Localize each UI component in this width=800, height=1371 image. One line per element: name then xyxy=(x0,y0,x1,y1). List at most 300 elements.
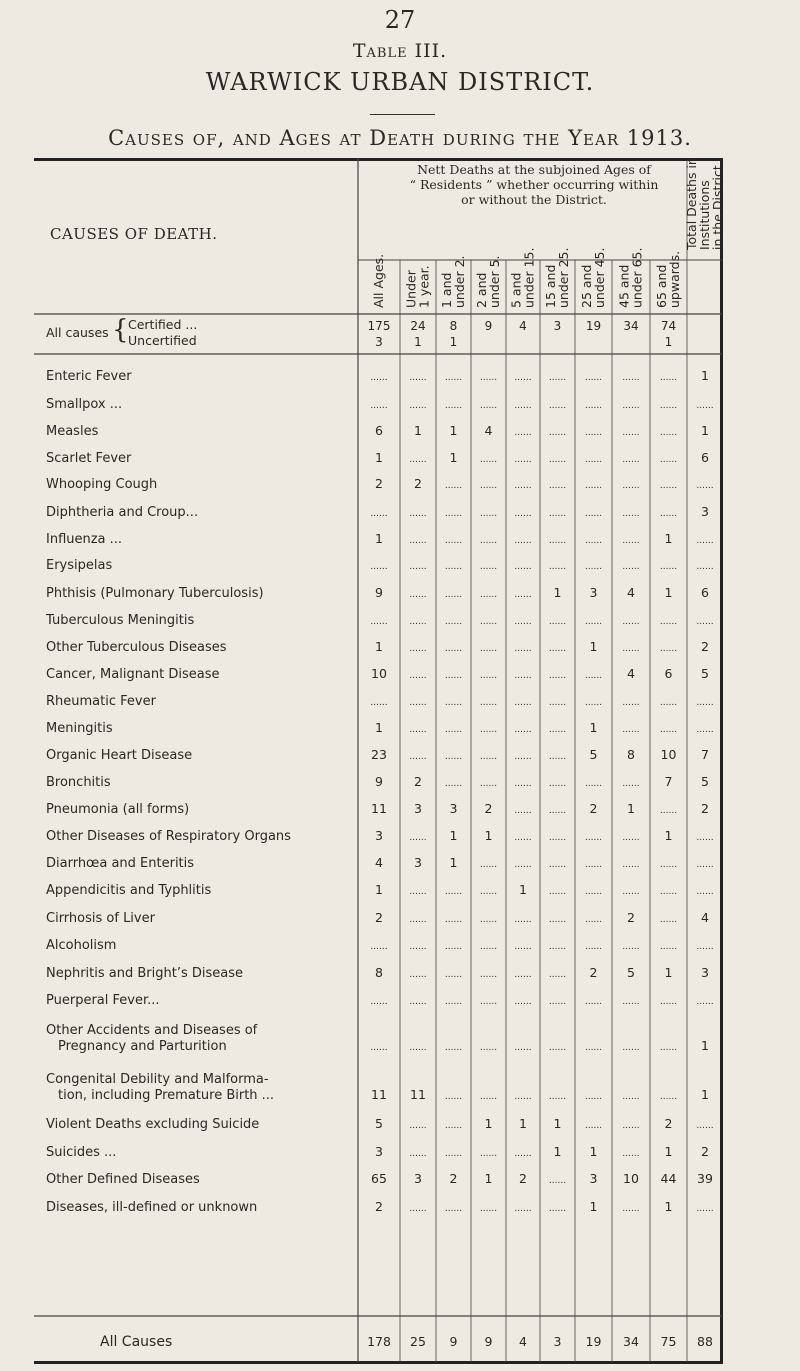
empty-cell-dots: ...... xyxy=(370,509,388,519)
cell-value: 5 xyxy=(589,747,598,762)
empty-cell-dots: ...... xyxy=(370,617,388,627)
empty-cell-dots: ...... xyxy=(370,698,388,708)
empty-cell-dots: ...... xyxy=(370,997,388,1007)
column-header: All Ages. xyxy=(371,253,386,308)
empty-cell-dots: ...... xyxy=(696,1204,714,1214)
empty-cell-dots: ...... xyxy=(409,997,427,1007)
empty-cell-dots: ...... xyxy=(514,1204,532,1214)
cell-value: 2 xyxy=(375,1199,383,1214)
table-label: Table III. xyxy=(352,40,448,62)
total-value: 19 xyxy=(585,1334,602,1349)
column-header: Total Deaths in xyxy=(684,157,699,250)
cell-value: 1 xyxy=(375,720,383,735)
cell-value: 7 xyxy=(664,774,673,789)
cell-value: 4 xyxy=(627,666,635,681)
empty-cell-dots: ...... xyxy=(584,915,603,925)
total-value: 88 xyxy=(697,1334,713,1349)
empty-cell-dots: ...... xyxy=(514,401,532,411)
empty-cell-dots: ...... xyxy=(696,997,714,1007)
cell-value: 2 xyxy=(414,774,422,789)
empty-cell-dots: ...... xyxy=(514,428,532,438)
empty-cell-dots: ...... xyxy=(622,1043,640,1053)
cell-value: 1 xyxy=(701,423,709,438)
uncertified-value: 3 xyxy=(375,335,383,349)
cause-label: Meningitis xyxy=(46,721,113,736)
all-causes-total-label: All Causes xyxy=(100,1334,173,1350)
empty-cell-dots: ...... xyxy=(659,481,678,491)
cell-value: 8 xyxy=(627,747,635,762)
empty-cell-dots: ...... xyxy=(479,536,498,546)
empty-cell-dots: ...... xyxy=(696,725,714,735)
empty-cell-dots: ...... xyxy=(479,970,498,980)
empty-cell-dots: ...... xyxy=(479,887,498,897)
empty-cell-dots: ...... xyxy=(514,373,532,383)
cause-label: Pneumonia (all forms) xyxy=(46,802,190,817)
causes-of-death-header: CAUSES OF DEATH. xyxy=(50,225,218,243)
empty-cell-dots: ...... xyxy=(696,887,714,897)
cell-value: 3 xyxy=(701,965,709,980)
empty-cell-dots: ...... xyxy=(409,509,427,519)
empty-cell-dots: ...... xyxy=(548,698,567,708)
empty-cell-dots: ...... xyxy=(584,997,603,1007)
column-header: Under xyxy=(403,270,419,308)
total-value: 3 xyxy=(553,1334,562,1349)
empty-cell-dots: ...... xyxy=(548,833,567,843)
cause-label: Violent Deaths excluding Suicide xyxy=(46,1117,260,1132)
cell-value: 1 xyxy=(701,368,709,383)
empty-cell-dots: ...... xyxy=(514,1092,532,1102)
empty-cell-dots: ...... xyxy=(409,373,427,383)
cell-value: 2 xyxy=(589,965,598,980)
empty-cell-dots: ...... xyxy=(444,536,463,546)
empty-cell-dots: ...... xyxy=(514,752,532,762)
empty-cell-dots: ...... xyxy=(622,1121,640,1131)
empty-cell-dots: ...... xyxy=(409,644,427,654)
empty-cell-dots: ...... xyxy=(479,1149,498,1159)
empty-cell-dots: ...... xyxy=(584,428,603,438)
empty-cell-dots: ...... xyxy=(444,1149,463,1159)
empty-cell-dots: ...... xyxy=(584,617,603,627)
empty-cell-dots: ...... xyxy=(548,428,567,438)
empty-cell-dots: ...... xyxy=(659,428,678,438)
empty-cell-dots: ...... xyxy=(444,617,463,627)
empty-cell-dots: ...... xyxy=(370,942,388,952)
cell-value: 1 xyxy=(664,585,673,600)
empty-cell-dots: ...... xyxy=(622,644,640,654)
cell-value: 11 xyxy=(371,1087,387,1102)
total-value: 178 xyxy=(367,1334,391,1349)
empty-cell-dots: ...... xyxy=(444,997,463,1007)
empty-cell-dots: ...... xyxy=(514,725,532,735)
empty-cell-dots: ...... xyxy=(659,915,678,925)
empty-cell-dots: ...... xyxy=(409,915,427,925)
cell-value: 1 xyxy=(484,1171,493,1186)
empty-cell-dots: ...... xyxy=(444,1204,463,1214)
empty-cell-dots: ...... xyxy=(584,536,603,546)
cause-label: Measles xyxy=(46,424,99,439)
empty-cell-dots: ...... xyxy=(370,401,388,411)
empty-cell-dots: ...... xyxy=(479,617,498,627)
cell-value: 6 xyxy=(701,585,709,600)
empty-cell-dots: ...... xyxy=(548,779,567,789)
empty-cell-dots: ...... xyxy=(548,617,567,627)
column-header: under 15. xyxy=(521,247,537,308)
cause-label: Pregnancy and Parturition xyxy=(58,1039,227,1054)
empty-cell-dots: ...... xyxy=(622,1149,640,1159)
cell-value: 3 xyxy=(701,504,709,519)
empty-cell-dots: ...... xyxy=(514,970,532,980)
total-value: 9 xyxy=(484,1334,493,1349)
empty-cell-dots: ...... xyxy=(370,373,388,383)
empty-cell-dots: ...... xyxy=(514,617,532,627)
empty-cell-dots: ...... xyxy=(514,779,532,789)
empty-cell-dots: ...... xyxy=(409,1149,427,1159)
empty-cell-dots: ...... xyxy=(584,1092,603,1102)
cause-label: Enteric Fever xyxy=(46,369,132,384)
empty-cell-dots: ...... xyxy=(696,536,714,546)
empty-cell-dots: ...... xyxy=(584,942,603,952)
empty-cell-dots: ...... xyxy=(514,590,532,600)
cell-value: 10 xyxy=(371,666,387,681)
empty-cell-dots: ...... xyxy=(479,373,498,383)
empty-cell-dots: ...... xyxy=(514,942,532,952)
empty-cell-dots: ...... xyxy=(659,1043,678,1053)
cell-value: 7 xyxy=(701,747,709,762)
empty-cell-dots: ...... xyxy=(444,725,463,735)
cell-value: 1 xyxy=(553,1116,562,1131)
cell-value: 3 xyxy=(414,1171,422,1186)
cell-value: 1 xyxy=(701,1087,709,1102)
cell-value: 1 xyxy=(375,882,383,897)
empty-cell-dots: ...... xyxy=(548,752,567,762)
cause-label: Other Tuberculous Diseases xyxy=(46,640,227,655)
empty-cell-dots: ...... xyxy=(584,481,603,491)
empty-cell-dots: ...... xyxy=(514,455,532,465)
cause-label: Congenital Debility and Malforma- xyxy=(46,1072,269,1087)
empty-cell-dots: ...... xyxy=(409,833,427,843)
empty-cell-dots: ...... xyxy=(622,373,640,383)
empty-cell-dots: ...... xyxy=(622,997,640,1007)
empty-cell-dots: ...... xyxy=(444,671,463,681)
cell-value: 2 xyxy=(375,910,383,925)
cell-value: 1 xyxy=(375,450,383,465)
cell-value: 3 xyxy=(414,855,422,870)
empty-cell-dots: ...... xyxy=(479,1204,498,1214)
cell-value: 1 xyxy=(589,1144,598,1159)
empty-cell-dots: ...... xyxy=(514,1043,532,1053)
cause-label: Nephritis and Bright’s Disease xyxy=(46,966,244,981)
cell-value: 2 xyxy=(664,1116,673,1131)
empty-cell-dots: ...... xyxy=(514,997,532,1007)
empty-cell-dots: ...... xyxy=(659,562,678,572)
empty-cell-dots: ...... xyxy=(514,698,532,708)
empty-cell-dots: ...... xyxy=(444,644,463,654)
age-group-header-line: or without the District. xyxy=(461,192,607,207)
empty-cell-dots: ...... xyxy=(696,401,714,411)
cell-value: 1 xyxy=(664,1144,673,1159)
empty-cell-dots: ...... xyxy=(622,833,640,843)
column-header: 2 and xyxy=(474,272,489,308)
cell-value: 11 xyxy=(371,801,387,816)
cell-value: 44 xyxy=(660,1171,677,1186)
cause-label: Cirrhosis of Liver xyxy=(46,911,155,926)
empty-cell-dots: ...... xyxy=(622,1204,640,1214)
total-value: 34 xyxy=(623,1334,639,1349)
cause-label: Influenza ... xyxy=(46,532,123,547)
column-header: 15 and xyxy=(543,264,558,308)
empty-cell-dots: ...... xyxy=(584,887,603,897)
empty-cell-dots: ...... xyxy=(622,942,640,952)
cell-value: 5 xyxy=(627,965,635,980)
age-group-header-line: Nett Deaths at the subjoined Ages of xyxy=(417,162,651,177)
certified-value: 3 xyxy=(553,319,562,333)
empty-cell-dots: ...... xyxy=(514,644,532,654)
cell-value: 3 xyxy=(589,1171,598,1186)
cell-value: 1 xyxy=(553,585,562,600)
cell-value: 1 xyxy=(484,828,493,843)
empty-cell-dots: ...... xyxy=(622,401,640,411)
empty-cell-dots: ...... xyxy=(622,536,640,546)
empty-cell-dots: ...... xyxy=(479,481,498,491)
empty-cell-dots: ...... xyxy=(548,644,567,654)
cell-value: 3 xyxy=(449,801,458,816)
empty-cell-dots: ...... xyxy=(370,562,388,572)
empty-cell-dots: ...... xyxy=(514,860,532,870)
cell-value: 9 xyxy=(375,585,383,600)
certified-value: 9 xyxy=(484,319,493,333)
cell-value: 2 xyxy=(589,801,598,816)
empty-cell-dots: ...... xyxy=(444,590,463,600)
cell-value: 1 xyxy=(375,639,383,654)
cell-value: 65 xyxy=(371,1171,387,1186)
empty-cell-dots: ...... xyxy=(479,590,498,600)
cause-label: Other Diseases of Respiratory Organs xyxy=(46,829,291,844)
cause-label: Puerperal Fever... xyxy=(46,993,160,1008)
empty-cell-dots: ...... xyxy=(622,562,640,572)
cell-value: 3 xyxy=(589,585,598,600)
cell-value: 3 xyxy=(414,801,422,816)
empty-cell-dots: ...... xyxy=(479,752,498,762)
empty-cell-dots: ...... xyxy=(479,698,498,708)
empty-cell-dots: ...... xyxy=(444,698,463,708)
empty-cell-dots: ...... xyxy=(444,1121,463,1131)
empty-cell-dots: ...... xyxy=(409,725,427,735)
empty-cell-dots: ...... xyxy=(548,915,567,925)
cell-value: 10 xyxy=(623,1171,639,1186)
column-header: 45 and xyxy=(616,264,632,308)
empty-cell-dots: ...... xyxy=(659,725,678,735)
empty-cell-dots: ...... xyxy=(548,887,567,897)
empty-cell-dots: ...... xyxy=(584,833,603,843)
cell-value: 1 xyxy=(449,828,458,843)
cell-value: 39 xyxy=(697,1171,713,1186)
empty-cell-dots: ...... xyxy=(409,401,427,411)
cause-label: tion, including Premature Birth ... xyxy=(58,1088,275,1103)
empty-cell-dots: ...... xyxy=(548,725,567,735)
empty-cell-dots: ...... xyxy=(444,481,463,491)
empty-cell-dots: ...... xyxy=(514,806,532,816)
empty-cell-dots: ...... xyxy=(409,942,427,952)
cell-value: 5 xyxy=(701,774,709,789)
cell-value: 1 xyxy=(701,1038,709,1053)
cell-value: 4 xyxy=(484,423,493,438)
cell-value: 1 xyxy=(664,965,673,980)
cause-label: Diphtheria and Croup... xyxy=(46,505,199,520)
empty-cell-dots: ...... xyxy=(409,590,427,600)
empty-cell-dots: ...... xyxy=(444,509,463,519)
empty-cell-dots: ...... xyxy=(584,671,603,681)
empty-cell-dots: ...... xyxy=(444,970,463,980)
empty-cell-dots: ...... xyxy=(622,428,640,438)
cell-value: 5 xyxy=(701,666,709,681)
empty-cell-dots: ...... xyxy=(444,1092,463,1102)
column-header: Institutions xyxy=(697,180,712,250)
empty-cell-dots: ...... xyxy=(659,698,678,708)
empty-cell-dots: ...... xyxy=(409,698,427,708)
empty-cell-dots: ...... xyxy=(696,860,714,870)
empty-cell-dots: ...... xyxy=(479,1092,498,1102)
cell-value: 4 xyxy=(375,855,383,870)
empty-cell-dots: ...... xyxy=(548,970,567,980)
cell-value: 2 xyxy=(414,476,422,491)
empty-cell-dots: ...... xyxy=(584,509,603,519)
empty-cell-dots: ...... xyxy=(479,509,498,519)
empty-cell-dots: ...... xyxy=(622,779,640,789)
empty-cell-dots: ...... xyxy=(548,942,567,952)
empty-cell-dots: ...... xyxy=(622,455,640,465)
empty-cell-dots: ...... xyxy=(548,455,567,465)
total-value: 9 xyxy=(449,1334,458,1349)
age-group-header-line: “ Residents ” whether occurring within xyxy=(409,177,659,192)
cause-label: Phthisis (Pulmonary Tuberculosis) xyxy=(46,586,264,601)
empty-cell-dots: ...... xyxy=(444,1043,463,1053)
empty-cell-dots: ...... xyxy=(479,915,498,925)
certified-value: 8 xyxy=(449,319,458,333)
cause-label: Cancer, Malignant Disease xyxy=(46,667,220,682)
column-header: under 5. xyxy=(487,255,502,308)
empty-cell-dots: ...... xyxy=(548,373,567,383)
empty-cell-dots: ...... xyxy=(696,617,714,627)
empty-cell-dots: ...... xyxy=(584,562,603,572)
certified-label: Certified ... xyxy=(128,317,198,332)
certified-value: 74 xyxy=(660,319,677,333)
empty-cell-dots: ...... xyxy=(514,1149,532,1159)
empty-cell-dots: ...... xyxy=(444,401,463,411)
cause-label: Scarlet Fever xyxy=(46,451,132,466)
column-header: 1 year. xyxy=(416,265,432,308)
empty-cell-dots: ...... xyxy=(622,725,640,735)
cause-label: Other Accidents and Diseases of xyxy=(46,1023,258,1038)
column-header: 5 and xyxy=(508,272,524,308)
empty-cell-dots: ...... xyxy=(696,942,714,952)
empty-cell-dots: ...... xyxy=(479,779,498,789)
cell-value: 2 xyxy=(519,1171,527,1186)
empty-cell-dots: ...... xyxy=(696,698,714,708)
empty-cell-dots: ...... xyxy=(659,455,678,465)
empty-cell-dots: ...... xyxy=(696,481,714,491)
empty-cell-dots: ...... xyxy=(479,997,498,1007)
empty-cell-dots: ...... xyxy=(409,1204,427,1214)
empty-cell-dots: ...... xyxy=(548,562,567,572)
cell-value: 1 xyxy=(664,531,673,546)
column-header: 25 and xyxy=(579,264,594,308)
empty-cell-dots: ...... xyxy=(548,1204,567,1214)
empty-cell-dots: ...... xyxy=(659,860,678,870)
empty-cell-dots: ...... xyxy=(444,915,463,925)
empty-cell-dots: ...... xyxy=(409,752,427,762)
empty-cell-dots: ...... xyxy=(409,455,427,465)
empty-cell-dots: ...... xyxy=(584,779,603,789)
empty-cell-dots: ...... xyxy=(659,401,678,411)
empty-cell-dots: ...... xyxy=(479,725,498,735)
cell-value: 1 xyxy=(589,639,598,654)
cell-value: 2 xyxy=(627,910,635,925)
empty-cell-dots: ...... xyxy=(659,942,678,952)
cause-label: Erysipelas xyxy=(46,558,113,573)
empty-cell-dots: ...... xyxy=(444,373,463,383)
cell-value: 2 xyxy=(701,1144,709,1159)
empty-cell-dots: ...... xyxy=(548,1092,567,1102)
total-value: 25 xyxy=(410,1334,426,1349)
empty-cell-dots: ...... xyxy=(548,481,567,491)
cell-value: 4 xyxy=(701,910,709,925)
empty-cell-dots: ...... xyxy=(622,698,640,708)
cell-value: 4 xyxy=(627,585,635,600)
uncertified-value: 1 xyxy=(664,335,673,349)
empty-cell-dots: ...... xyxy=(622,860,640,870)
cell-value: 8 xyxy=(375,965,383,980)
certified-value: 4 xyxy=(519,319,527,333)
certified-value: 19 xyxy=(585,319,602,333)
column-header: under 25. xyxy=(556,247,571,308)
cell-value: 1 xyxy=(519,882,527,897)
cell-value: 1 xyxy=(375,531,383,546)
cell-value: 6 xyxy=(664,666,673,681)
empty-cell-dots: ...... xyxy=(444,752,463,762)
cell-value: 2 xyxy=(701,801,709,816)
cell-value: 1 xyxy=(664,1199,673,1214)
empty-cell-dots: ...... xyxy=(548,1043,567,1053)
empty-cell-dots: ...... xyxy=(514,509,532,519)
empty-cell-dots: ...... xyxy=(479,401,498,411)
cell-value: 2 xyxy=(375,476,383,491)
empty-cell-dots: ...... xyxy=(584,401,603,411)
column-header: under 45. xyxy=(592,247,607,308)
cell-value: 1 xyxy=(664,828,673,843)
empty-cell-dots: ...... xyxy=(409,536,427,546)
all-causes-label: All causes xyxy=(46,325,109,340)
empty-cell-dots: ...... xyxy=(622,887,640,897)
empty-cell-dots: ...... xyxy=(514,562,532,572)
cell-value: 2 xyxy=(449,1171,458,1186)
empty-cell-dots: ...... xyxy=(659,887,678,897)
uncertified-value: 1 xyxy=(449,335,458,349)
empty-cell-dots: ...... xyxy=(659,509,678,519)
empty-cell-dots: ...... xyxy=(548,401,567,411)
empty-cell-dots: ...... xyxy=(548,536,567,546)
empty-cell-dots: ...... xyxy=(659,806,678,816)
empty-cell-dots: ...... xyxy=(548,1176,567,1186)
column-header: in the District. xyxy=(710,161,725,250)
cell-value: 23 xyxy=(371,747,387,762)
empty-cell-dots: ...... xyxy=(479,671,498,681)
cell-value: 9 xyxy=(375,774,383,789)
cell-value: 1 xyxy=(414,423,422,438)
cell-value: 1 xyxy=(627,801,635,816)
cell-value: 3 xyxy=(375,828,383,843)
certified-value: 24 xyxy=(410,319,426,333)
cause-label: Diseases, ill-defined or unknown xyxy=(46,1200,258,1215)
